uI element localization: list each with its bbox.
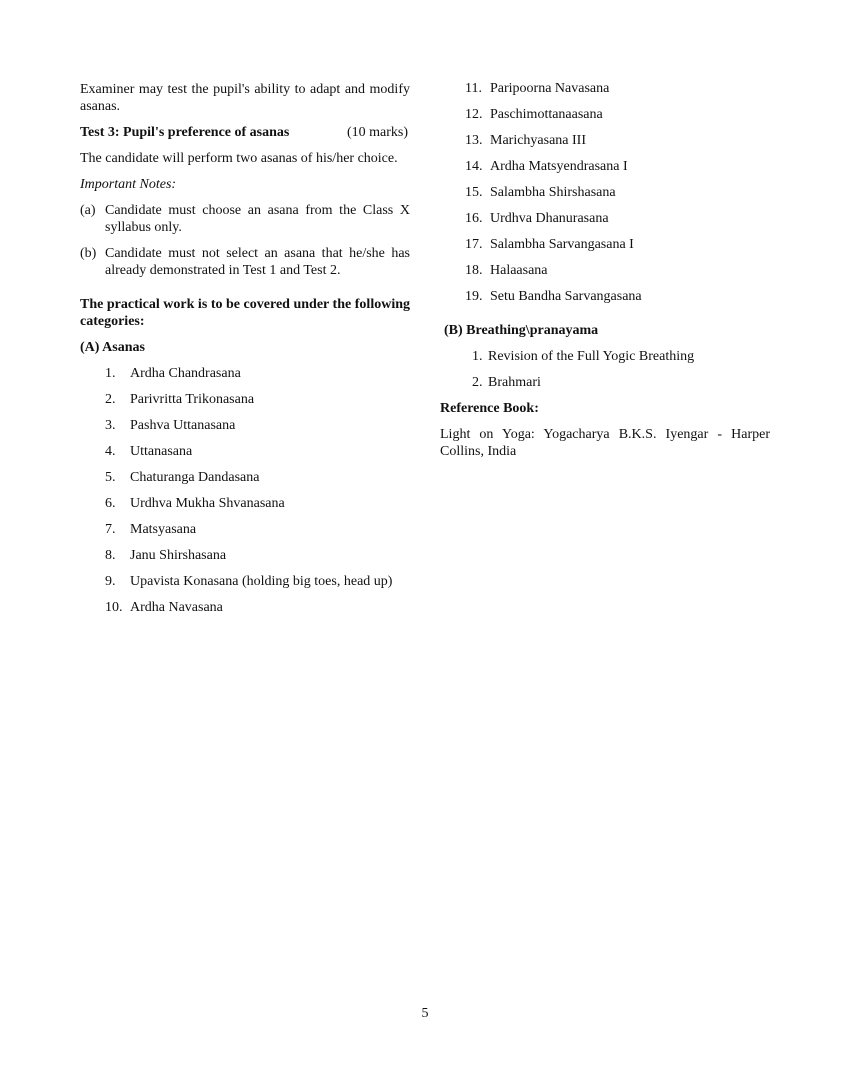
note-item-b [80, 245, 410, 279]
list-number: 12. [465, 107, 483, 122]
asana-name: Salambha Shirshasana [490, 185, 616, 200]
asana-name: Ardha Matsyendrasana I [490, 159, 628, 174]
list-number: 9. [105, 574, 116, 589]
list-item [440, 262, 770, 279]
list-item [80, 365, 410, 382]
asana-list-right [440, 80, 770, 305]
asana-name: Janu Shirshasana [130, 548, 227, 563]
breathing-name: Revision of the Full Yogic Breathing [488, 349, 695, 364]
list-number: 8. [105, 548, 116, 563]
intro-paragraph: Examiner may test the pupil's ability to adapt and modify asanas. [80, 82, 410, 114]
reference-heading: Reference Book: [440, 401, 539, 416]
list-item [440, 210, 770, 227]
asana-name: Setu Bandha Sarvangasana [490, 289, 642, 304]
breathing-name: Brahmari [488, 375, 541, 390]
list-item [80, 443, 410, 460]
test3-marks: (10 marks) [346, 125, 408, 140]
list-item [80, 547, 410, 564]
asana-name: Salambha Sarvangasana I [490, 237, 634, 252]
list-number: 7. [105, 522, 116, 537]
asana-name: Uttanasana [130, 444, 193, 459]
asana-name: Matsyasana [130, 522, 197, 537]
asana-name: Urdhva Dhanurasana [490, 211, 609, 226]
list-item [440, 80, 770, 97]
asana-name: Upavista Konasana (holding big toes, head up) [130, 574, 393, 589]
list-number: 2. [105, 392, 116, 407]
list-number: 17. [465, 237, 483, 252]
list-item [440, 158, 770, 175]
test3-description: The candidate will perform two asanas of his/her choice. [80, 151, 398, 166]
asana-name: Ardha Chandrasana [130, 366, 241, 381]
list-number: 5. [105, 470, 116, 485]
left-column [80, 81, 410, 625]
asana-name: Pashva Uttanasana [130, 418, 236, 433]
list-item [440, 288, 770, 305]
test3-title: Test 3: Pupil's preference of asanas [80, 125, 290, 140]
list-number: 16. [465, 211, 483, 226]
list-number: 2. [472, 375, 483, 390]
list-item [440, 348, 770, 365]
list-item [80, 391, 410, 408]
asana-name: Paschimottanaasana [490, 107, 603, 122]
asana-name: Parivritta Trikonasana [130, 392, 255, 407]
list-item [80, 417, 410, 434]
note-text: Candidate must not select an asana that he/she has already demonstrated in Test 1 and Test 2. [105, 246, 410, 278]
list-number: 4. [105, 444, 116, 459]
list-number: 11. [465, 81, 482, 96]
list-item [80, 521, 410, 538]
list-item [440, 236, 770, 253]
test3-heading [80, 124, 410, 141]
list-item [440, 184, 770, 201]
list-number: 15. [465, 185, 483, 200]
breathing-list [440, 348, 770, 391]
list-number: 19. [465, 289, 483, 304]
note-text: Candidate must choose an asana from the Class X syllabus only. [105, 203, 410, 235]
reference-text: Light on Yoga: Yogacharya B.K.S. Iyengar - Harper Collins, India [440, 427, 770, 459]
list-number: 13. [465, 133, 483, 148]
list-item [440, 106, 770, 123]
list-item [440, 374, 770, 391]
asana-name: Marichyasana III [490, 133, 587, 148]
list-item [80, 469, 410, 486]
practical-heading: The practical work is to be covered under the following categories: [80, 297, 410, 329]
notes-heading: Important Notes: [80, 177, 177, 192]
list-item [80, 573, 410, 590]
page-number: 5 [421, 1006, 429, 1021]
asana-name: Ardha Navasana [130, 600, 223, 615]
list-item [80, 495, 410, 512]
list-number: 1. [472, 349, 483, 364]
note-item-a [80, 202, 410, 236]
list-item [80, 599, 410, 616]
list-number: 14. [465, 159, 483, 174]
list-number: 3. [105, 418, 116, 433]
right-column [440, 80, 770, 469]
asanas-heading: (A) Asanas [80, 340, 145, 355]
list-number: 18. [465, 263, 483, 278]
asana-name: Paripoorna Navasana [490, 81, 610, 96]
list-number: 6. [105, 496, 116, 511]
breathing-heading: (B) Breathing\pranayama [444, 323, 599, 338]
note-marker: (b) [80, 246, 97, 261]
list-number: 1. [105, 366, 116, 381]
asana-name: Chaturanga Dandasana [130, 470, 260, 485]
asana-list-left [80, 365, 410, 616]
list-number: 10. [105, 600, 123, 615]
asana-name: Halaasana [490, 263, 548, 278]
note-marker: (a) [80, 203, 96, 218]
list-item [440, 132, 770, 149]
asana-name: Urdhva Mukha Shvanasana [130, 496, 285, 511]
